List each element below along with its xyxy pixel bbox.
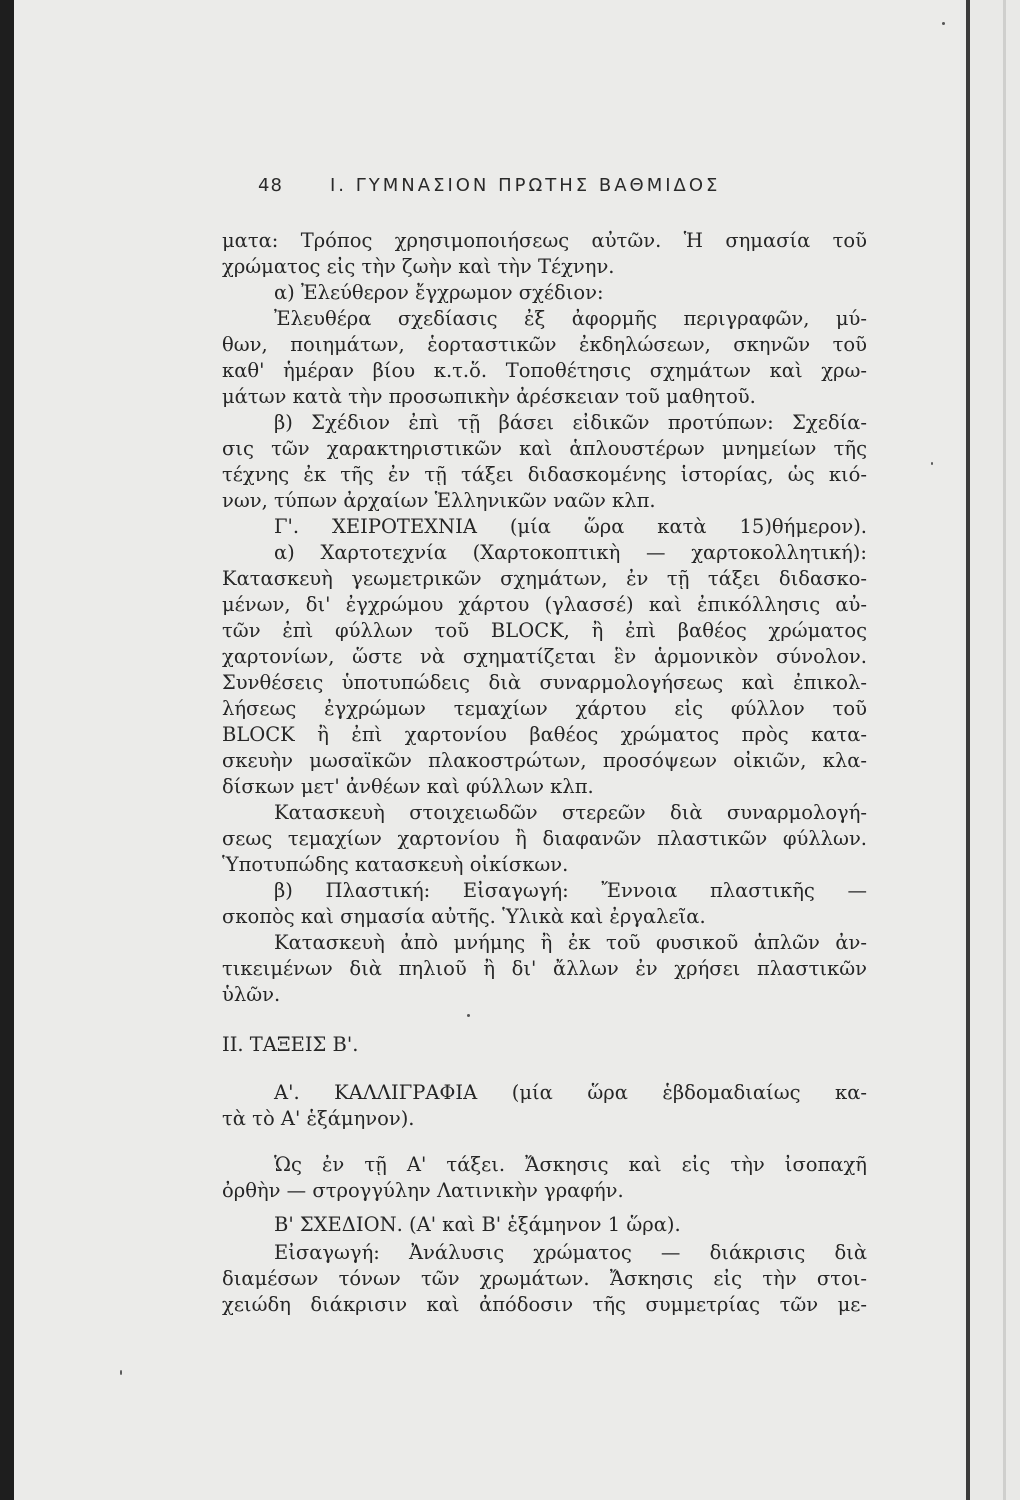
text-line: ὀρθὴν — στρογγύλην Λατινικὴν γραφήν.: [222, 1179, 624, 1202]
running-header: [0, 172, 1020, 202]
adjacent-page-edge: [1003, 0, 1006, 1500]
text-line: σκοπὸς καὶ σημασία αὐτῆς. Ὑλικὰ καὶ ἐργαλεῖα.: [222, 905, 706, 928]
running-title: Ι. ΓΥΜΝΑΣΙΟΝ ΠΡΩΤΗΣ ΒΑΘΜΙΔΟΣ: [330, 175, 721, 196]
text-line: β) Πλαστική: Εἰσαγωγή: Ἔννοια πλαστικῆς —: [274, 879, 867, 902]
adjacent-page-strip: [970, 0, 1020, 1500]
text-line: χαρτονίων, ὥστε νὰ σχηματίζεται ἓν ἁρμονικὸν σύνολον.: [222, 645, 867, 668]
text-line: Κατασκευὴ στοιχειωδῶν στερεῶν διὰ συναρμολογή-: [274, 801, 867, 824]
text-line: Κατασκευὴ ἀπὸ μνήμης ἢ ἐκ τοῦ φυσικοῦ ἁπλῶν ἀν-: [274, 931, 867, 954]
text-line: διαμέσων τόνων τῶν χρωμάτων. Ἄσκησις εἰς τὴν στοι-: [222, 1267, 867, 1290]
text-line: θων, ποιημάτων, ἑορταστικῶν ἐκδηλώσεων, σκηνῶν τοῦ: [222, 333, 867, 356]
text-line: β) Σχέδιον ἐπὶ τῇ βάσει εἰδικῶν προτύπων: Σχεδία-: [274, 411, 867, 434]
paper-speck: [931, 462, 933, 465]
subsection-heading: Β' ΣΧΕΔΙΟΝ. (Α' καὶ Β' ἑξάμηνον 1 ὥρα).: [274, 1213, 681, 1236]
text-line: χρώματος εἰς τὴν ζωὴν καὶ τὴν Τέχνην.: [222, 255, 615, 278]
section-heading: ΙΙ. ΤΑΞΕΙΣ Β'.: [222, 1033, 359, 1056]
text-line: σκευὴν μωσαϊκῶν πλακοστρώτων, προσόψεων οἰκιῶν, κλα-: [222, 749, 867, 772]
text-line: δίσκων μετ' ἀνθέων καὶ φύλλων κλπ.: [222, 775, 594, 798]
text-line: Ὑποτυπώδης κατασκευὴ οἰκίσκων.: [222, 853, 569, 876]
text-line: νων, τύπων ἀρχαίων Ἑλληνικῶν ναῶν κλπ.: [222, 489, 656, 512]
paper-speck: [942, 22, 945, 25]
text-line: τικειμένων διὰ πηλιοῦ ἢ δι' ἄλλων ἐν χρήσει πλαστικῶν: [222, 957, 867, 980]
page-number: 48: [258, 175, 283, 196]
section-heading: Γ'. ΧΕΙΡΟΤΕΧΝΙΑ (μία ὥρα κατὰ 15)θήμερον).: [274, 515, 867, 538]
text-line: Κατασκευὴ γεωμετρικῶν σχημάτων, ἐν τῇ τάξει διδασκο-: [222, 567, 867, 590]
text-line: Ὡς ἐν τῇ Α' τάξει. Ἄσκησις καὶ εἰς τὴν ἰσοπαχῆ: [274, 1153, 867, 1176]
text-line: τὰ τὸ Α' ἑξάμηνον).: [222, 1107, 415, 1130]
text-line: σις τῶν χαρακτηριστικῶν καὶ ἁπλουστέρων μνημείων τῆς: [222, 437, 867, 460]
text-line: Ἐλευθέρα σχεδίασις ἐξ ἀφορμῆς περιγραφῶν, μύ-: [274, 307, 867, 330]
text-line: σεως τεμαχίων χαρτονίου ἢ διαφανῶν πλαστικῶν φύλλων.: [222, 827, 867, 850]
text-line: BLOCK ἢ ἐπὶ χαρτονίου βαθέος χρώματος πρὸς κατα-: [222, 723, 867, 746]
text-line: ματα: Τρόπος χρησιμοποιήσεως αὐτῶν. Ἡ σημασία τοῦ: [222, 229, 867, 252]
text-line: α) Ἐλεύθερον ἔγχρωμον σχέδιον:: [274, 281, 604, 304]
text-line: λήσεως ἐγχρώμων τεμαχίων χάρτου εἰς φύλλον τοῦ: [222, 697, 867, 720]
text-line: τῶν ἐπὶ φύλλων τοῦ BLOCK, ἢ ἐπὶ βαθέος χρώματος: [222, 619, 867, 642]
text-line: Εἰσαγωγή: Ἀνάλυσις χρώματος — διάκρισις διὰ: [274, 1241, 867, 1264]
text-line: ὑλῶν.: [222, 983, 281, 1006]
paper-speck: [467, 1014, 470, 1017]
text-line: χειώδη διάκρισιν καὶ ἀπόδοσιν τῆς συμμετρίας τῶν με-: [222, 1293, 867, 1316]
text-line: α) Χαρτοτεχνία (Χαρτοκοπτικὴ — χαρτοκολλητική):: [274, 541, 867, 564]
text-line: καθ' ἡμέραν βίου κ.τ.ὅ. Τοποθέτησις σχημάτων καὶ χρω-: [222, 359, 867, 382]
text-line: Συνθέσεις ὑποτυπώδεις διὰ συναρμολογήσεως καὶ ἐπικολ-: [222, 671, 867, 694]
text-line: μάτων κατὰ τὴν προσωπικὴν ἀρέσκειαν τοῦ μαθητοῦ.: [222, 385, 756, 408]
text-line: μένων, δι' ἐγχρώμου χάρτου (γλασσέ) καὶ ἐπικόλλησις αὐ-: [222, 593, 867, 616]
subsection-heading: Α'. ΚΑΛΛΙΓΡΑΦΙΑ (μία ὥρα ἑβδομαδιαίως κα-: [274, 1081, 867, 1104]
paper-speck: [120, 1370, 122, 1375]
text-line: τέχνης ἐκ τῆς ἐν τῇ τάξει διδασκομένης ἱστορίας, ὡς κιό-: [222, 463, 867, 486]
